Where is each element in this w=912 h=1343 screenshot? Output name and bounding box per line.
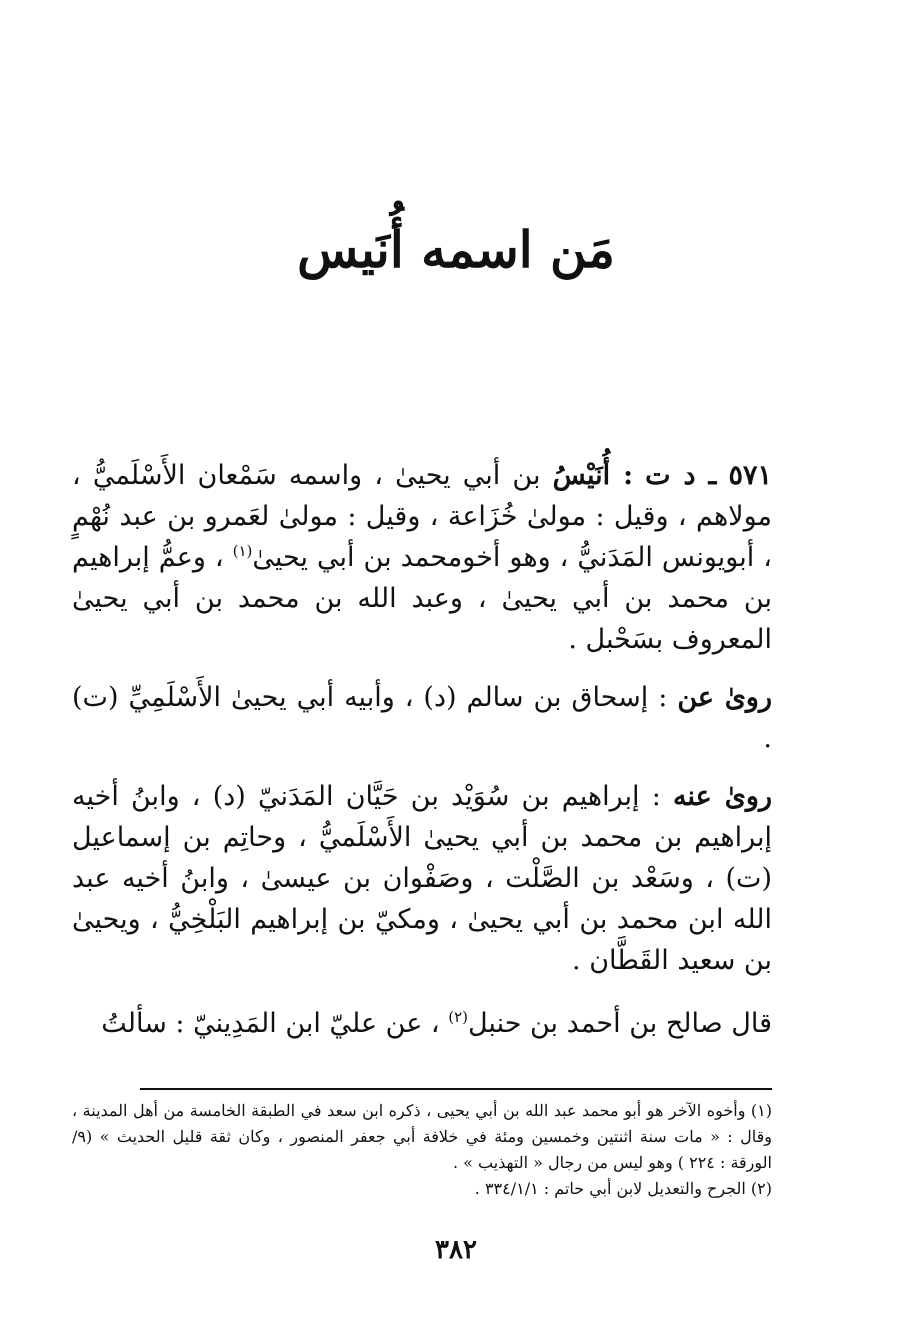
footnote-ref-1: (١) xyxy=(232,542,253,560)
footnote-2: (٢) الجرح والتعديل لابن أبي حاتم : ٣٣٤/١/١ . xyxy=(474,1179,772,1198)
entry-bio: بن أبي يحيىٰ ، واسمه سَمْعان الأَسْلَميُّ ، مولاهم ، وقيل : مولىٰ خُزَاعة ، وقيل : مولىٰ لعَمرو بن عبد نُهْمٍ ، أبويونس المَدَنيُّ ، وهو أخومحمد بن أبي يحيىٰ xyxy=(72,460,772,573)
entry-bio-end: ، وعمُّ إبراهيم بن محمد بن أبي يحيىٰ ، وعبد الله بن محمد بن أبي يحيىٰ المعروف بسَحْبل . xyxy=(72,542,772,655)
entry-symbols: د ت xyxy=(645,460,696,491)
narrated-by-paragraph xyxy=(72,776,772,981)
page-number: ٣٨٢ xyxy=(435,1235,477,1265)
narrated-from-label: روىٰ عن xyxy=(677,682,772,713)
entry-number: ٥٧١ xyxy=(728,460,773,491)
footnote-ref-2: (٢) xyxy=(448,1008,468,1026)
narrated-from-text: : إسحاق بن سالم (د) ، وأبيه أبي يحيىٰ الأَسْلَمِيِّ (ت) . xyxy=(72,682,772,754)
entry-paragraph: ٥٧١ ـ د ت : أُنَيْسُ بن أبي يحيىٰ ، واسمه سَمْعان الأَسْلَميُّ ، مولاهم ، وقيل : مولىٰ خُزَاعة ، وقيل : مولىٰ لعَمرو بن عبد نُهْمٍ ، أبويونس المَدَنيُّ ، وهو أخومحمد بن أبي يحيىٰ$^{(١)}$ ، وعمُّ إبراهيم بن محمد بن أبي يحيىٰ ، وعبد الله بن محمد بن أبي يحيىٰ المعروف بسَحْبل . xyxy=(72,460,773,655)
narrated-from-paragraph xyxy=(72,677,772,759)
entry-body xyxy=(72,455,772,1044)
entry-head-name: أُنَيْسُ xyxy=(552,460,611,491)
footnotes xyxy=(72,1098,772,1202)
chapter-title: مَن اسمه أُنَيس xyxy=(297,220,615,279)
narrated-by-label: روىٰ عنه xyxy=(673,781,772,812)
continuation-after: ، عن عليّ ابن المَدِينيّ : سألتُ xyxy=(101,1008,440,1039)
footnote-divider xyxy=(140,1088,772,1090)
continuation-line xyxy=(72,1003,772,1044)
narrated-by-text: : إبراهيم بن سُوَيْد بن حَيَّان المَدَنيّ (د) ، وابنُ أخيه إبراهيم بن محمد بن أبي يحيىٰ الأَسْلَميُّ ، وحاتِم بن إسماعيل (ت) ، وسَعْد بن الصَّلْت ، وصَفْوان بن عيسىٰ ، وابنُ أخيه عبد الله ابن محمد بن أبي يحيىٰ ، ومكيّ بن إبراهيم البَلْخِيُّ ، ويحيىٰ بن سعيد القَطَّان . xyxy=(72,781,772,976)
footnote-1: (١) وأخوه الآخر هو أبو محمد عبد الله بن أبي يحيى ، ذكره ابن سعد في الطبقة الخامسة من أهل المدينة ، وقال : « مات سنة اثنتين وخمسين ومئة في خلافة أبي جعفر المنصور ، وكان ثقة قليل الحديث » (٩/ الورقة : ٢٢٤ ) وهو ليس من رجال « التهذيب » . xyxy=(72,1101,772,1172)
continuation-before: قال صالح بن أحمد بن حنبل xyxy=(467,1008,772,1039)
